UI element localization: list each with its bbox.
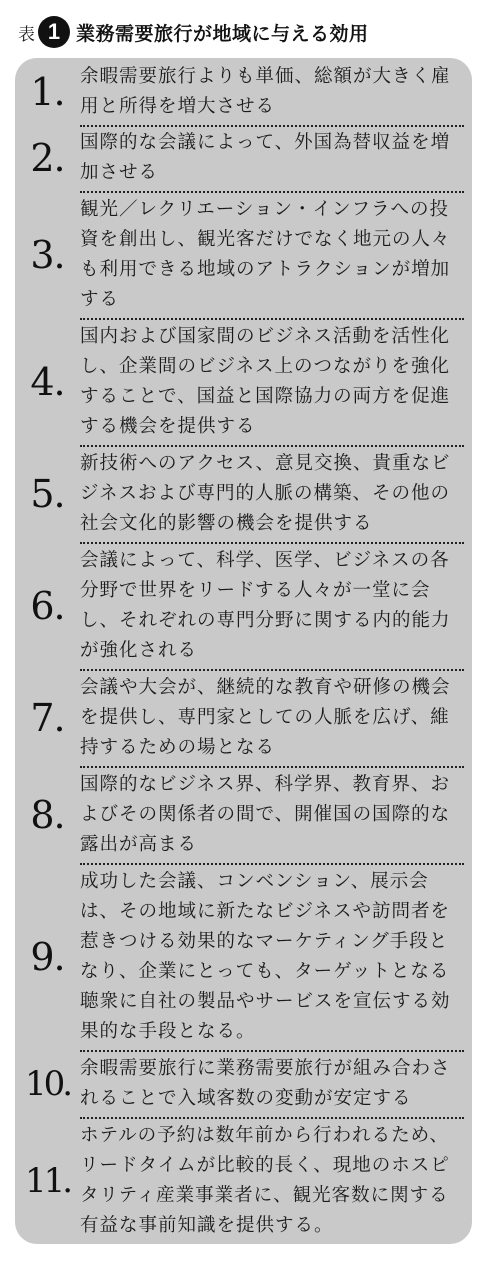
row-divider xyxy=(80,445,464,447)
item-text: 会議や大会が、継続的な教育や研修の機会を提供し、専門家としての人脈を広げ、維持するための場となる xyxy=(80,677,451,758)
item-number: 3. xyxy=(30,233,65,277)
item-text: 国際的なビジネス界、科学界、教育界、およびその関係者の間で、開催国の国際的な露出が高まる xyxy=(80,774,451,855)
table-title: 業務需要旅行が地域に与える効用 xyxy=(76,22,369,45)
row-divider xyxy=(80,766,464,768)
row-divider xyxy=(80,125,464,127)
row-divider xyxy=(80,1050,464,1052)
item-number: 10. xyxy=(24,1064,71,1104)
item-number: 4. xyxy=(30,360,65,404)
item-text: 会議によって、科学、医学、ビジネスの各分野で世界をリードする人々が一堂に会し、それぞれの専門分野に関する内的能力が強化される xyxy=(80,550,451,661)
list-item xyxy=(15,770,472,860)
item-number: 1. xyxy=(30,70,65,114)
row-divider xyxy=(80,542,464,544)
list-item xyxy=(15,867,472,1047)
item-number: 2. xyxy=(30,136,65,180)
item-text: 観光／レクリエーション・インフラへの投資を創出し、観光客だけでなく地元の人々も利用できる地域のアトラクションが増加する xyxy=(80,199,451,310)
list-item xyxy=(15,195,472,315)
row-divider xyxy=(80,318,464,320)
item-number: 11. xyxy=(24,1161,71,1201)
item-text: 新技術へのアクセス、意見交換、貴重なビジネスおよび専門的人脈の構築、その他の社会文化的影響の機会を提供する xyxy=(80,453,451,534)
item-text: 余暇需要旅行に業務需要旅行が組み合わされることで入域客数の変動が安定する xyxy=(80,1058,451,1109)
table-caption xyxy=(18,14,369,50)
item-text: 国内および国家間のビジネス活動を活性化し、企業間のビジネス上のつながりを強化することで、国益と国際協力の両方を促進する機会を提供する xyxy=(80,326,451,437)
item-text: 成功した会議、コンベンション、展示会は、その地域に新たなビジネスや訪問者を惹きつける効果的なマーケティング手段となり、企業にとっても、ターゲットとなる聴衆に自社の製品やサービスを宣伝する効果的な手段となる。 xyxy=(80,871,451,1042)
list-item xyxy=(15,1054,472,1114)
row-divider xyxy=(80,669,464,671)
item-number: 6. xyxy=(30,584,65,628)
row-divider xyxy=(80,863,464,865)
list-item xyxy=(15,322,472,442)
list-item xyxy=(15,128,472,188)
list-item xyxy=(15,673,472,763)
row-divider xyxy=(80,1117,464,1119)
item-number: 8. xyxy=(30,793,65,837)
list-item xyxy=(15,1121,472,1241)
item-text: 余暇需要旅行よりも単価、総額が大きく雇用と所得を増大させる xyxy=(80,66,451,117)
item-number: 9. xyxy=(30,935,65,979)
list-item xyxy=(15,546,472,666)
list-item xyxy=(15,62,472,122)
item-text: ホテルの予約は数年前から行われるため、リードタイムが比較的長く、現地のホスピタリティ産業事業者に、観光客数に関する有益な事前知識を提供する。 xyxy=(80,1125,450,1236)
list-item xyxy=(15,449,472,539)
item-text: 国際的な会議によって、外国為替収益を増加させる xyxy=(80,132,451,183)
item-number: 7. xyxy=(30,696,65,740)
benefits-table xyxy=(15,58,472,1244)
item-number: 5. xyxy=(30,472,65,516)
table-label: 表 xyxy=(18,24,35,45)
row-divider xyxy=(80,191,464,193)
table-number-badge: 1 xyxy=(38,16,70,48)
